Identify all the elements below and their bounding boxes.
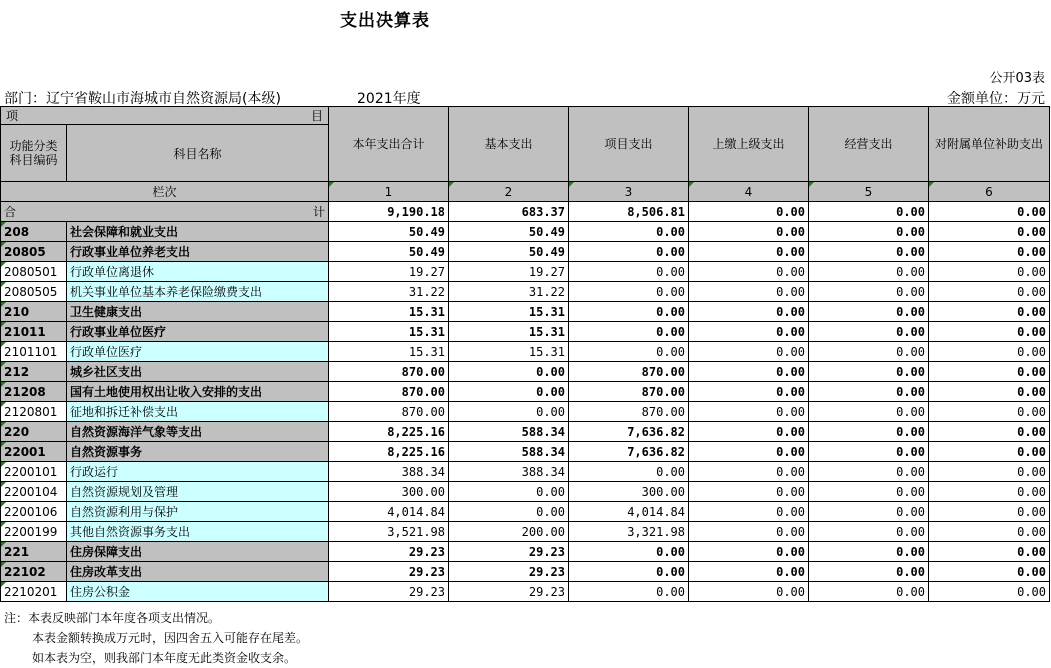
row-subject-name: 城乡社区支出: [67, 362, 329, 382]
row-value: 15.31: [329, 322, 449, 342]
table-row: [1, 422, 1050, 442]
row-value: 0.00: [689, 462, 809, 482]
row-subject-name: 行政单位离退休: [67, 262, 329, 282]
row-code: 21011: [1, 322, 67, 342]
row-value: 29.23: [329, 542, 449, 562]
row-value: 31.22: [329, 282, 449, 302]
row-value: 29.23: [329, 562, 449, 582]
table-row: [1, 302, 1050, 322]
row-value: 15.31: [449, 342, 569, 362]
row-value: 0.00: [569, 462, 689, 482]
amount-unit: 金额单位：万元: [947, 91, 1045, 107]
row-value: 0.00: [809, 422, 929, 442]
row-value: 0.00: [929, 462, 1050, 482]
row-value: 0.00: [929, 482, 1050, 502]
form-code: 公开03表: [989, 71, 1045, 86]
row-value: 0.00: [809, 462, 929, 482]
row-subject-name: 住房改革支出: [67, 562, 329, 582]
table-row: [1, 442, 1050, 462]
row-value: 0.00: [929, 242, 1050, 262]
row-subject-name: 自然资源利用与保护: [67, 502, 329, 522]
row-value: 3,321.98: [569, 522, 689, 542]
row-subject-name: 住房公积金: [67, 582, 329, 602]
header-mu: 目: [310, 109, 323, 123]
row-code: 221: [1, 542, 67, 562]
total-row: [1, 202, 1050, 222]
row-value: 588.34: [449, 422, 569, 442]
row-subject-name: 自然资源事务: [67, 442, 329, 462]
row-code: 208: [1, 222, 67, 242]
row-subject-name: 行政运行: [67, 462, 329, 482]
col-header-6: 对附属单位补助支出: [929, 107, 1050, 182]
row-value: 8,225.16: [329, 442, 449, 462]
row-value: 0.00: [809, 322, 929, 342]
row-subject-name: 其他自然资源事务支出: [67, 522, 329, 542]
note-1: 注：本表反映部门本年度各项支出情况。: [4, 611, 221, 625]
header-row-xiangmu: [1, 107, 1050, 125]
row-subject-name: 卫生健康支出: [67, 302, 329, 322]
row-value: 0.00: [689, 222, 809, 242]
row-value: 0.00: [809, 442, 929, 462]
row-value: 0.00: [929, 442, 1050, 462]
row-value: 0.00: [689, 282, 809, 302]
row-value: 15.31: [329, 302, 449, 322]
table-row: [1, 562, 1050, 582]
row-value: 50.49: [329, 222, 449, 242]
row-value: 300.00: [329, 482, 449, 502]
row-value: 0.00: [569, 342, 689, 362]
row-subject-name: 征地和拆迁补偿支出: [67, 402, 329, 422]
row-value: 0.00: [569, 562, 689, 582]
row-value: 0.00: [929, 262, 1050, 282]
col-header-5: 经营支出: [809, 107, 929, 182]
row-value: 0.00: [689, 542, 809, 562]
table-row: [1, 222, 1050, 242]
row-value: 0.00: [929, 222, 1050, 242]
row-value: 0.00: [569, 542, 689, 562]
total-value: 0.00: [689, 202, 809, 222]
row-value: 0.00: [929, 522, 1050, 542]
row-code: 21208: [1, 382, 67, 402]
row-value: 0.00: [929, 342, 1050, 362]
row-code: 2200101: [1, 462, 67, 482]
row-value: 870.00: [569, 382, 689, 402]
row-value: 0.00: [929, 302, 1050, 322]
fiscal-year: 2021年度: [357, 91, 421, 107]
total-value: 683.37: [449, 202, 569, 222]
row-subject-name: 行政单位医疗: [67, 342, 329, 362]
row-value: 0.00: [689, 262, 809, 282]
row-value: 0.00: [929, 562, 1050, 582]
row-code: 220: [1, 422, 67, 442]
row-subject-name: 行政事业单位医疗: [67, 322, 329, 342]
row-value: 0.00: [809, 562, 929, 582]
row-value: 0.00: [929, 502, 1050, 522]
row-subject-name: 社会保障和就业支出: [67, 222, 329, 242]
row-value: 0.00: [689, 402, 809, 422]
row-subject-name: 国有土地使用权出让收入安排的支出: [67, 382, 329, 402]
col-num-1: 1: [329, 182, 449, 202]
table-row: [1, 322, 1050, 342]
row-value: 870.00: [329, 362, 449, 382]
table-row: [1, 262, 1050, 282]
row-value: 0.00: [569, 282, 689, 302]
col-header-4: 上缴上级支出: [689, 107, 809, 182]
col-num-5: 5: [809, 182, 929, 202]
row-value: 0.00: [929, 322, 1050, 342]
row-value: 0.00: [809, 382, 929, 402]
row-value: 19.27: [449, 262, 569, 282]
row-value: 0.00: [689, 242, 809, 262]
row-value: 0.00: [449, 362, 569, 382]
row-value: 870.00: [569, 362, 689, 382]
row-code: 210: [1, 302, 67, 322]
row-code: 2101101: [1, 342, 67, 362]
row-value: 15.31: [329, 342, 449, 362]
row-value: 0.00: [689, 322, 809, 342]
row-value: 7,636.82: [569, 442, 689, 462]
row-code: 2200104: [1, 482, 67, 502]
row-value: 0.00: [809, 282, 929, 302]
row-value: 29.23: [449, 542, 569, 562]
footnotes: [4, 608, 308, 668]
row-value: 0.00: [929, 402, 1050, 422]
table-row: [1, 362, 1050, 382]
row-value: 0.00: [809, 502, 929, 522]
table-row: [1, 542, 1050, 562]
row-subject-name: 住房保障支出: [67, 542, 329, 562]
col-num-6: 6: [929, 182, 1050, 202]
row-value: 388.34: [449, 462, 569, 482]
total-value: 0.00: [929, 202, 1050, 222]
table-row: [1, 582, 1050, 602]
row-value: 0.00: [929, 282, 1050, 302]
note-2: 本表金额转换成万元时，因四舍五入可能存在尾差。: [32, 631, 309, 645]
row-value: 50.49: [329, 242, 449, 262]
row-value: 0.00: [689, 482, 809, 502]
expenditure-table-wrapper: [0, 106, 1050, 602]
row-code: 2120801: [1, 402, 67, 422]
table-row: [1, 242, 1050, 262]
row-value: 870.00: [329, 382, 449, 402]
row-value: 0.00: [569, 322, 689, 342]
row-value: 0.00: [809, 262, 929, 282]
report-title: 支出决算表: [340, 11, 430, 31]
row-value: 0.00: [809, 542, 929, 562]
header-func-code: 功能分类科目编码: [1, 125, 67, 182]
row-value: 0.00: [809, 342, 929, 362]
row-value: 0.00: [929, 542, 1050, 562]
total-left: 合: [4, 205, 17, 219]
row-value: 29.23: [449, 562, 569, 582]
row-value: 870.00: [329, 402, 449, 422]
col-num-2: 2: [449, 182, 569, 202]
total-value: 9,190.18: [329, 202, 449, 222]
row-subject-name: 自然资源规划及管理: [67, 482, 329, 502]
row-value: 0.00: [689, 522, 809, 542]
row-subject-name: 机关事业单位基本养老保险缴费支出: [67, 282, 329, 302]
row-value: 8,225.16: [329, 422, 449, 442]
row-value: 29.23: [449, 582, 569, 602]
row-value: 300.00: [569, 482, 689, 502]
row-value: 0.00: [689, 442, 809, 462]
row-value: 15.31: [449, 302, 569, 322]
row-value: 31.22: [449, 282, 569, 302]
row-code: 2080501: [1, 262, 67, 282]
row-code: 22102: [1, 562, 67, 582]
row-value: 0.00: [689, 582, 809, 602]
row-code: 2080505: [1, 282, 67, 302]
row-value: 15.31: [449, 322, 569, 342]
table-row: [1, 402, 1050, 422]
row-value: 0.00: [569, 242, 689, 262]
row-value: 0.00: [809, 222, 929, 242]
row-code: 2200199: [1, 522, 67, 542]
row-value: 0.00: [449, 482, 569, 502]
row-value: 0.00: [689, 362, 809, 382]
row-value: 0.00: [689, 382, 809, 402]
row-value: 4,014.84: [329, 502, 449, 522]
row-value: 0.00: [809, 402, 929, 422]
row-value: 0.00: [809, 482, 929, 502]
table-row: [1, 342, 1050, 362]
col-num-3: 3: [569, 182, 689, 202]
table-row: [1, 282, 1050, 302]
row-value: 0.00: [809, 522, 929, 542]
row-value: 0.00: [569, 222, 689, 242]
row-value: 0.00: [449, 382, 569, 402]
total-right: 计: [312, 205, 325, 219]
row-value: 7,636.82: [569, 422, 689, 442]
row-subject-name: 自然资源海洋气象等支出: [67, 422, 329, 442]
row-value: 0.00: [569, 302, 689, 322]
row-subject-name: 行政事业单位养老支出: [67, 242, 329, 262]
col-header-3: 项目支出: [569, 107, 689, 182]
row-code: 22001: [1, 442, 67, 462]
col-header-2: 基本支出: [449, 107, 569, 182]
row-value: 0.00: [689, 502, 809, 522]
header-lanci: 栏次: [1, 182, 329, 202]
table-row: [1, 482, 1050, 502]
header-subject-name: 科目名称: [67, 125, 329, 182]
header-xiangmu-cell: [1, 107, 329, 125]
row-value: 50.49: [449, 242, 569, 262]
row-value: 29.23: [329, 582, 449, 602]
row-value: 0.00: [809, 302, 929, 322]
row-code: 20805: [1, 242, 67, 262]
row-value: 0.00: [449, 402, 569, 422]
expenditure-table: [0, 106, 1050, 602]
row-value: 0.00: [929, 362, 1050, 382]
department-label: 部门：辽宁省鞍山市海城市自然资源局(本级): [4, 91, 281, 107]
row-value: 0.00: [689, 562, 809, 582]
row-code: 2200106: [1, 502, 67, 522]
table-row: [1, 462, 1050, 482]
row-value: 0.00: [809, 582, 929, 602]
total-value: 0.00: [809, 202, 929, 222]
table-row: [1, 502, 1050, 522]
total-label-cell: [1, 202, 329, 222]
row-value: 0.00: [689, 422, 809, 442]
row-value: 0.00: [929, 382, 1050, 402]
row-value: 0.00: [569, 262, 689, 282]
table-row: [1, 522, 1050, 542]
row-value: 0.00: [569, 582, 689, 602]
row-value: 388.34: [329, 462, 449, 482]
row-value: 870.00: [569, 402, 689, 422]
row-code: 2210201: [1, 582, 67, 602]
note-3: 如本表为空，则我部门本年度无此类资金收支余。: [32, 651, 297, 665]
table-row: [1, 382, 1050, 402]
row-value: 0.00: [689, 342, 809, 362]
row-code: 212: [1, 362, 67, 382]
row-value: 0.00: [809, 362, 929, 382]
col-header-1: 本年支出合计: [329, 107, 449, 182]
total-value: 8,506.81: [569, 202, 689, 222]
row-value: 588.34: [449, 442, 569, 462]
row-value: 200.00: [449, 522, 569, 542]
header-xiang: 项: [6, 109, 19, 123]
col-num-4: 4: [689, 182, 809, 202]
row-value: 0.00: [689, 302, 809, 322]
row-value: 0.00: [929, 582, 1050, 602]
header-row-lanci: [1, 182, 1050, 202]
row-value: 50.49: [449, 222, 569, 242]
row-value: 3,521.98: [329, 522, 449, 542]
row-value: 4,014.84: [569, 502, 689, 522]
row-value: 0.00: [449, 502, 569, 522]
row-value: 19.27: [329, 262, 449, 282]
row-value: 0.00: [929, 422, 1050, 442]
row-value: 0.00: [809, 242, 929, 262]
